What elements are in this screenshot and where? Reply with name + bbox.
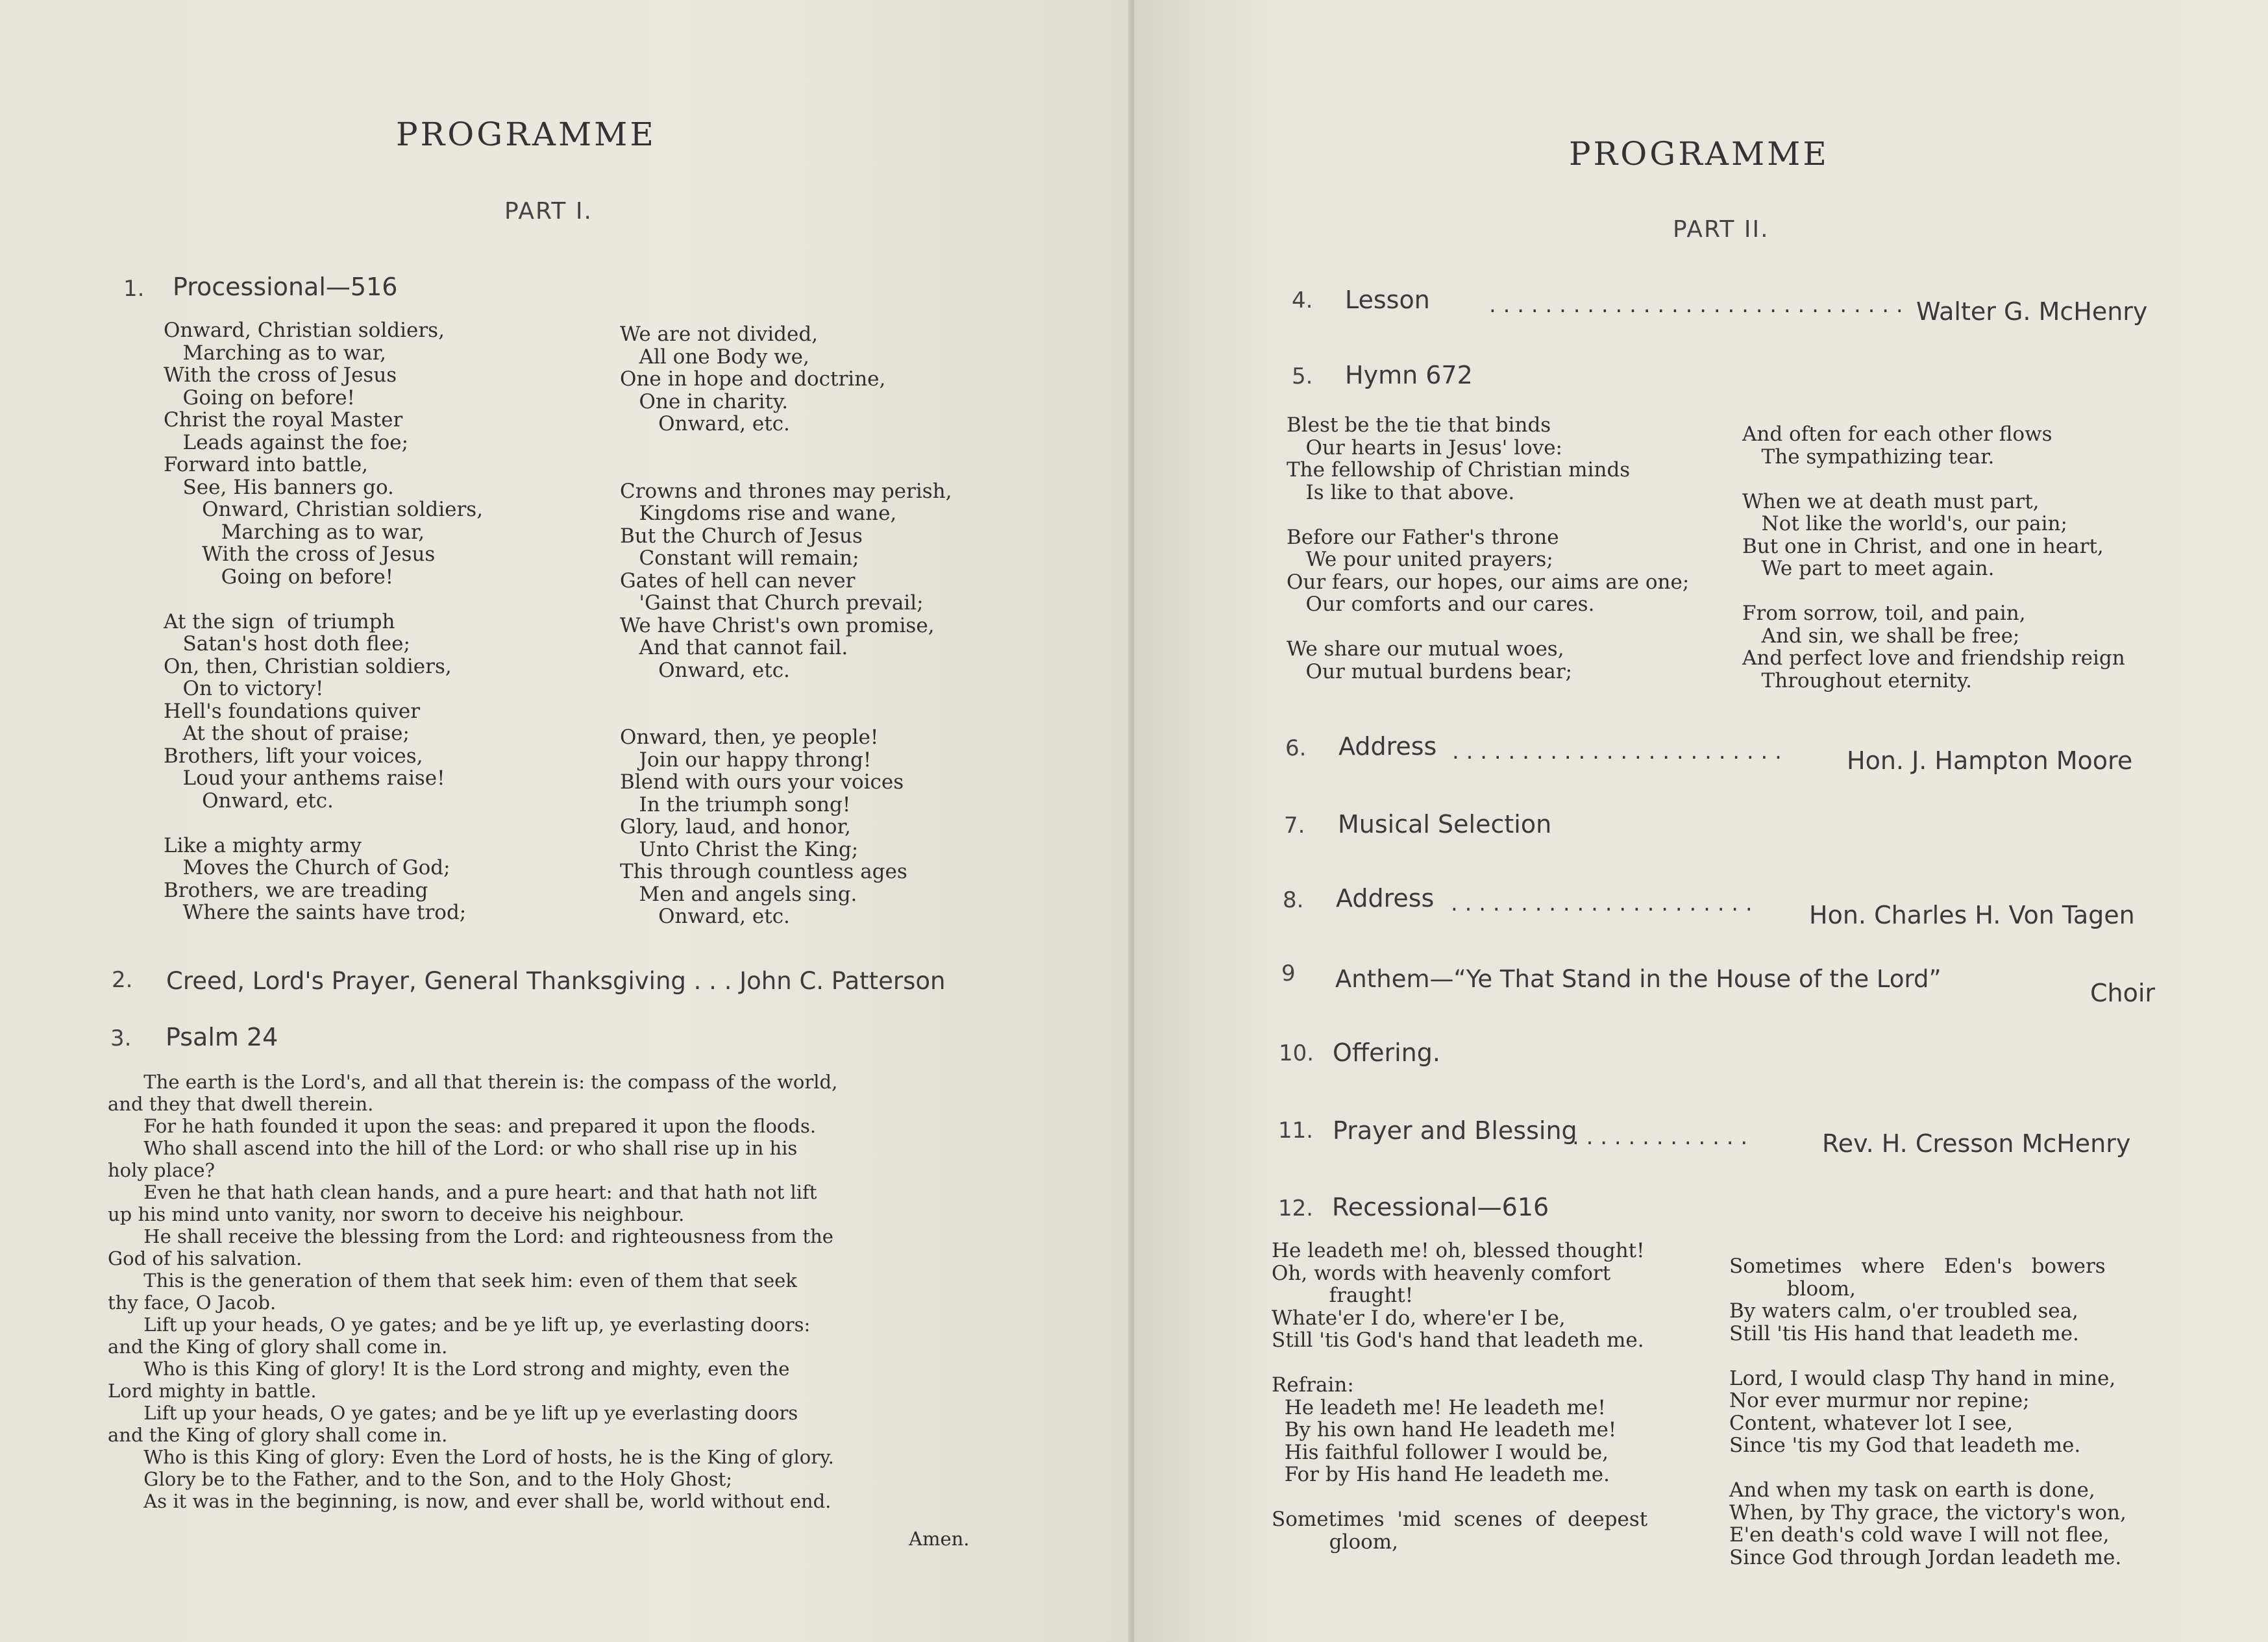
item-5-label: Hymn 672 (1345, 361, 1473, 389)
item-1-number: 1. (123, 276, 145, 302)
item-5-number: 5. (1292, 363, 1313, 389)
hymn-616-column-2: Sometimes where Eden's bowers bloom, By waters calm, o'er troubled sea, Still 'tis His hand that leadeth me. Lord, I would clasp Thy hand in mine, Nor ever murmur nor repine; Content, whatever lot I see, Since 'tis my God that leadeth me. And when my task on earth is done, When, by Thy grace, the victory's won, E'en death's cold wave I will not flee, Since God through Jordan leadeth me. (1729, 1255, 2126, 1569)
item-11-label: Prayer and Blessing (1333, 1116, 1577, 1145)
item-9-label: Anthem—“Ye That Stand in the House of the Lord” (1335, 965, 1941, 993)
right-title: PROGRAMME (1569, 135, 1829, 173)
item-2-label: Creed, Lord's Prayer, General Thanksgiving . . . John C. Patterson (166, 967, 946, 995)
item-9-name: Choir (2090, 979, 2156, 1007)
item-12-number: 12. (1278, 1195, 1314, 1221)
right-page (1134, 0, 2268, 1642)
item-7-label: Musical Selection (1338, 810, 1552, 839)
hymn-516-column-1: Onward, Christian soldiers, Marching as to war, With the cross of Jesus Going on before! Christ the royal Master Leads against the foe; Forward into battle, See, His banners go. Onward, Christian soldiers, Marching as to war, With the cross of Jesus Going on before! At the sign of triumph Satan's host doth flee; On, then, Christian soldiers, On to victory! Hell's foundations quiver At the shout of praise; Brothers, lift your voices, Loud your anthems raise! Onward, etc. Like a mighty army Moves the Church of God; Brothers, we are treading Where the saints have trod; (164, 319, 484, 924)
item-3-label: Psalm 24 (166, 1023, 278, 1051)
left-title: PROGRAMME (396, 116, 656, 153)
item-4-name: Walter G. McHenry (1916, 297, 2148, 326)
item-8-label: Address (1336, 884, 1435, 913)
hymn-616-column-1: He leadeth me! oh, blessed thought! Oh, words with heavenly comfort fraught! Whate'er I do, where'er I be, Still 'tis God's hand that leadeth me. Refrain: He leadeth me! He leadeth me! By his own hand He leadeth me! His faithful follower I would be, For by His hand He leadeth me. Sometimes 'mid scenes of deepest gloom, (1272, 1239, 1648, 1554)
item-10-number: 10. (1279, 1040, 1314, 1066)
item-9-number: 9 (1281, 961, 1296, 986)
item-7-number: 7. (1284, 813, 1305, 839)
item-4-number: 4. (1292, 288, 1313, 313)
item-2-number: 2. (112, 967, 133, 993)
item-8-number: 8. (1283, 887, 1304, 913)
part-one-heading: PART I. (504, 198, 593, 225)
amen: Amen. (909, 1528, 970, 1550)
item-4-leader: . . . . . . . . . . . . . . . . . . . . . . . . . . . . . . (1489, 292, 1903, 318)
item-4-label: Lesson (1345, 286, 1430, 314)
item-6-label: Address (1338, 732, 1437, 761)
item-11-number: 11. (1278, 1118, 1314, 1144)
item-6-name: Hon. J. Hampton Moore (1847, 746, 2133, 775)
item-6-leader: . . . . . . . . . . . . . . . . . . . . . . . . (1452, 739, 1782, 765)
item-8-name: Hon. Charles H. Von Tagen (1809, 901, 2135, 929)
hymn-672-column-2: And often for each other flows The sympathizing tear. When we at death must part, Not like the world's, our pain; But one in Christ, and one in heart, We part to meet again. From sorrow, toil, and pain, And sin, we shall be free; And perfect love and friendship reign Throughout eternity. (1742, 423, 2125, 692)
item-10-label: Offering. (1333, 1038, 1440, 1067)
item-11-leader: . . . . . . . . . . . . . (1572, 1124, 1748, 1150)
psalm-24-text: The earth is the Lord's, and all that therein is: the compass of the world, and they that dwell therein. For he hath founded it upon the seas: and prepared it upon the floods. Who shall ascend into the hill of the Lord: or who shall rise up in his holy place? Even he that hath clean hands, and a pure heart: and that hath not lift up his mind unto vanity, nor sworn to deceive his neighbour. He shall receive the blessing from the Lord: and righteousness from the God of his salvation. This is the generation of them that seek him: even of them that seek thy face, O Jacob. Lift up your heads, O ye gates; and be ye lift up, ye everlasting doors: and the King of glory shall come in. Who is this King of glory! It is the Lord strong and mighty, even the Lord mighty in battle. Lift up your heads, O ye gates; and be ye lift up ye everlasting doors and the King of glory shall come in. Who is this King of glory: Even the Lord of hosts, he is the King of glory. Glory be to the Father, and to the Son, and to the Holy Ghost; As it was in the beginning, is now, and ever shall be, world without end. (108, 1071, 838, 1512)
item-3-number: 3. (110, 1025, 132, 1051)
item-11-name: Rev. H. Cresson McHenry (1822, 1129, 2131, 1158)
item-1-label: Processional—516 (173, 273, 398, 301)
item-12-label: Recessional—616 (1332, 1193, 1549, 1221)
item-6-number: 6. (1285, 735, 1307, 761)
part-two-heading: PART II. (1673, 216, 1769, 243)
hymn-672-column-1: Blest be the tie that binds Our hearts in Jesus' love: The fellowship of Christian minds Is like to that above. Before our Father's throne We pour united prayers; Our fears, our hopes, our aims are one; Our comforts and our cares. We share our mutual woes, Our mutual burdens bear; (1287, 413, 1690, 683)
hymn-516-column-2: We are not divided, All one Body we, One in hope and doctrine, One in charity. Onward, etc. Crowns and thrones may perish, Kingdoms rise and wane, But the Church of Jesus Constant will remain; Gates of hell can never 'Gainst that Church prevail; We have Christ's own promise, And that cannot fail. Onward, etc. Onward, then, ye people! Join our happy throng! Blend with ours your voices In the triumph song! Glory, laud, and honor, Unto Christ the King; This through countless ages Men and angels sing. Onward, etc. (620, 323, 952, 928)
item-8-leader: . . . . . . . . . . . . . . . . . . . . . . (1451, 890, 1753, 916)
